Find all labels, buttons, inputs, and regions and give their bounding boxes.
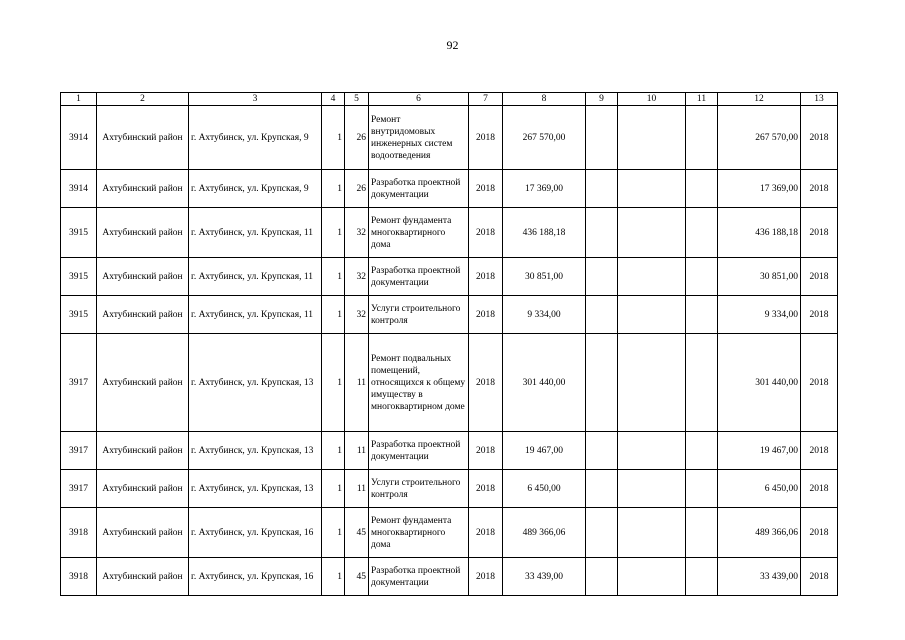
column-5-cell: 32 (345, 208, 369, 258)
object-id-cell: 3917 (61, 470, 97, 508)
cost-cell: 19 467,00 (503, 432, 586, 470)
object-id-cell: 3914 (61, 170, 97, 208)
column-9-cell (586, 470, 618, 508)
column-10-cell (618, 106, 686, 170)
district-cell: Ахтубинский район (97, 508, 189, 558)
year-cell: 2018 (469, 296, 503, 334)
table-row (61, 208, 838, 258)
column-4-cell: 1 (322, 296, 345, 334)
address-cell: г. Ахтубинск, ул. Крупская, 16 (189, 558, 322, 596)
program-table (60, 92, 838, 596)
column-4-cell: 1 (322, 508, 345, 558)
cost-cell: 489 366,06 (503, 508, 586, 558)
table-header (61, 93, 838, 106)
work-type-cell: Разработка проектной документации (369, 170, 469, 208)
end-year-cell: 2018 (801, 432, 838, 470)
year-cell: 2018 (469, 208, 503, 258)
address-cell: г. Ахтубинск, ул. Крупская, 11 (189, 296, 322, 334)
column-header: 4 (322, 93, 345, 106)
column-4-cell: 1 (322, 170, 345, 208)
column-header: 3 (189, 93, 322, 106)
object-id-cell: 3918 (61, 508, 97, 558)
end-year-cell: 2018 (801, 258, 838, 296)
column-11-cell (686, 170, 718, 208)
column-9-cell (586, 106, 618, 170)
column-10-cell (618, 208, 686, 258)
work-type-cell: Услуги строительного контроля (369, 296, 469, 334)
address-cell: г. Ахтубинск, ул. Крупская, 11 (189, 208, 322, 258)
year-cell: 2018 (469, 258, 503, 296)
year-cell: 2018 (469, 470, 503, 508)
object-id-cell: 3915 (61, 258, 97, 296)
total-cost-cell: 6 450,00 (718, 470, 801, 508)
year-cell: 2018 (469, 170, 503, 208)
year-cell: 2018 (469, 106, 503, 170)
column-5-cell: 11 (345, 470, 369, 508)
column-9-cell (586, 258, 618, 296)
work-type-cell: Ремонт внутридомовых инженерных систем водоотведения (369, 106, 469, 170)
object-id-cell: 3918 (61, 558, 97, 596)
object-id-cell: 3914 (61, 106, 97, 170)
column-5-cell: 45 (345, 558, 369, 596)
total-cost-cell: 9 334,00 (718, 296, 801, 334)
district-cell: Ахтубинский район (97, 334, 189, 432)
work-type-cell: Ремонт фундамента многоквартирного дома (369, 208, 469, 258)
end-year-cell: 2018 (801, 106, 838, 170)
district-cell: Ахтубинский район (97, 106, 189, 170)
column-4-cell: 1 (322, 432, 345, 470)
end-year-cell: 2018 (801, 558, 838, 596)
column-9-cell (586, 558, 618, 596)
column-5-cell: 45 (345, 508, 369, 558)
total-cost-cell: 17 369,00 (718, 170, 801, 208)
column-5-cell: 32 (345, 296, 369, 334)
total-cost-cell: 33 439,00 (718, 558, 801, 596)
cost-cell: 436 188,18 (503, 208, 586, 258)
column-9-cell (586, 432, 618, 470)
end-year-cell: 2018 (801, 296, 838, 334)
work-type-cell: Разработка проектной документации (369, 558, 469, 596)
table-row (61, 296, 838, 334)
end-year-cell: 2018 (801, 208, 838, 258)
total-cost-cell: 267 570,00 (718, 106, 801, 170)
end-year-cell: 2018 (801, 170, 838, 208)
column-4-cell: 1 (322, 470, 345, 508)
column-10-cell (618, 170, 686, 208)
address-cell: г. Ахтубинск, ул. Крупская, 9 (189, 170, 322, 208)
district-cell: Ахтубинский район (97, 296, 189, 334)
district-cell: Ахтубинский район (97, 258, 189, 296)
column-4-cell: 1 (322, 106, 345, 170)
table-row (61, 558, 838, 596)
address-cell: г. Ахтубинск, ул. Крупская, 13 (189, 470, 322, 508)
column-11-cell (686, 208, 718, 258)
column-header: 10 (618, 93, 686, 106)
total-cost-cell: 489 366,06 (718, 508, 801, 558)
column-10-cell (618, 432, 686, 470)
district-cell: Ахтубинский район (97, 470, 189, 508)
cost-cell: 17 369,00 (503, 170, 586, 208)
cost-cell: 301 440,00 (503, 334, 586, 432)
column-10-cell (618, 258, 686, 296)
district-cell: Ахтубинский район (97, 170, 189, 208)
column-9-cell (586, 334, 618, 432)
work-type-cell: Услуги строительного контроля (369, 470, 469, 508)
column-9-cell (586, 508, 618, 558)
total-cost-cell: 19 467,00 (718, 432, 801, 470)
cost-cell: 30 851,00 (503, 258, 586, 296)
column-4-cell: 1 (322, 208, 345, 258)
object-id-cell: 3915 (61, 208, 97, 258)
work-type-cell: Ремонт подвальных помещений, относящихся к общему имуществу в многоквартирном доме (369, 334, 469, 432)
district-cell: Ахтубинский район (97, 208, 189, 258)
column-5-cell: 11 (345, 432, 369, 470)
address-cell: г. Ахтубинск, ул. Крупская, 16 (189, 508, 322, 558)
table-row (61, 334, 838, 432)
table-row (61, 170, 838, 208)
column-header: 2 (97, 93, 189, 106)
column-number-row (61, 93, 838, 106)
column-header: 6 (369, 93, 469, 106)
column-4-cell: 1 (322, 558, 345, 596)
column-10-cell (618, 470, 686, 508)
column-4-cell: 1 (322, 334, 345, 432)
address-cell: г. Ахтубинск, ул. Крупская, 11 (189, 258, 322, 296)
column-9-cell (586, 208, 618, 258)
column-11-cell (686, 508, 718, 558)
cost-cell: 6 450,00 (503, 470, 586, 508)
column-header: 11 (686, 93, 718, 106)
page-number: 92 (446, 38, 459, 52)
column-9-cell (586, 170, 618, 208)
column-5-cell: 11 (345, 334, 369, 432)
column-header: 8 (503, 93, 586, 106)
column-5-cell: 26 (345, 106, 369, 170)
year-cell: 2018 (469, 558, 503, 596)
table-row (61, 470, 838, 508)
column-11-cell (686, 106, 718, 170)
work-type-cell: Разработка проектной документации (369, 258, 469, 296)
column-header: 1 (61, 93, 97, 106)
object-id-cell: 3917 (61, 432, 97, 470)
table-body (61, 106, 838, 596)
address-cell: г. Ахтубинск, ул. Крупская, 9 (189, 106, 322, 170)
end-year-cell: 2018 (801, 334, 838, 432)
object-id-cell: 3917 (61, 334, 97, 432)
cost-cell: 267 570,00 (503, 106, 586, 170)
year-cell: 2018 (469, 334, 503, 432)
cost-cell: 33 439,00 (503, 558, 586, 596)
total-cost-cell: 30 851,00 (718, 258, 801, 296)
column-10-cell (618, 296, 686, 334)
column-11-cell (686, 470, 718, 508)
district-cell: Ахтубинский район (97, 558, 189, 596)
column-header: 7 (469, 93, 503, 106)
column-11-cell (686, 558, 718, 596)
work-type-cell: Ремонт фундамента многоквартирного дома (369, 508, 469, 558)
total-cost-cell: 301 440,00 (718, 334, 801, 432)
table-row (61, 432, 838, 470)
table-row (61, 258, 838, 296)
column-4-cell: 1 (322, 258, 345, 296)
column-10-cell (618, 508, 686, 558)
cost-cell: 9 334,00 (503, 296, 586, 334)
table-row (61, 508, 838, 558)
year-cell: 2018 (469, 508, 503, 558)
column-11-cell (686, 334, 718, 432)
district-cell: Ахтубинский район (97, 432, 189, 470)
year-cell: 2018 (469, 432, 503, 470)
column-5-cell: 32 (345, 258, 369, 296)
address-cell: г. Ахтубинск, ул. Крупская, 13 (189, 334, 322, 432)
column-11-cell (686, 432, 718, 470)
column-10-cell (618, 334, 686, 432)
end-year-cell: 2018 (801, 470, 838, 508)
address-cell: г. Ахтубинск, ул. Крупская, 13 (189, 432, 322, 470)
column-5-cell: 26 (345, 170, 369, 208)
table-row (61, 106, 838, 170)
column-11-cell (686, 296, 718, 334)
column-header: 5 (345, 93, 369, 106)
work-type-cell: Разработка проектной документации (369, 432, 469, 470)
column-header: 12 (718, 93, 801, 106)
object-id-cell: 3915 (61, 296, 97, 334)
end-year-cell: 2018 (801, 508, 838, 558)
column-9-cell (586, 296, 618, 334)
column-10-cell (618, 558, 686, 596)
total-cost-cell: 436 188,18 (718, 208, 801, 258)
column-11-cell (686, 258, 718, 296)
column-header: 9 (586, 93, 618, 106)
column-header: 13 (801, 93, 838, 106)
